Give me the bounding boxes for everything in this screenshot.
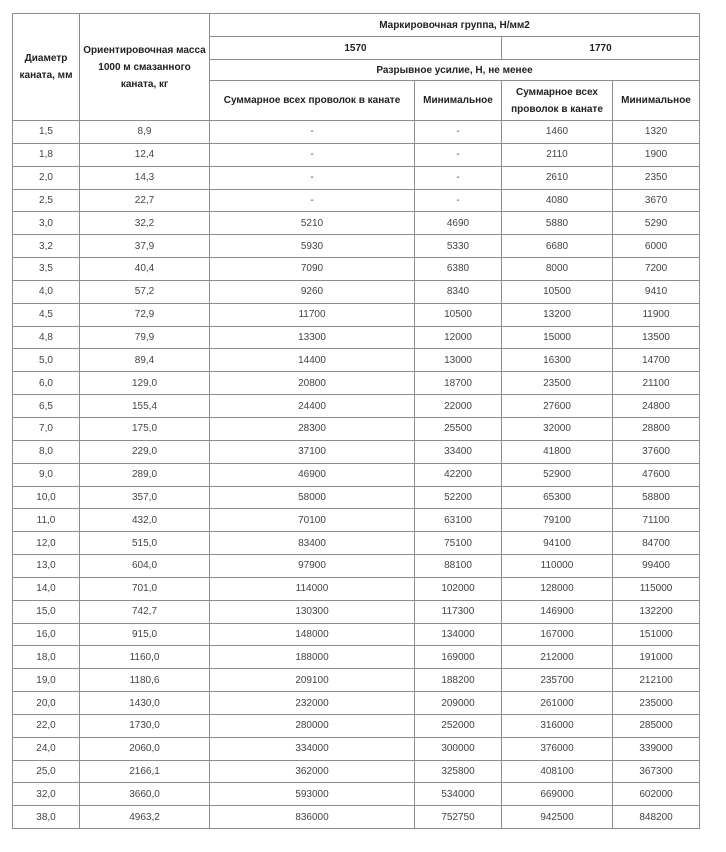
cell-sum-1770: 316000 [502,714,613,737]
cell-sum-1570: 362000 [210,760,415,783]
cell-diameter: 12,0 [13,532,80,555]
cell-sum-1770: 1460 [502,121,613,144]
cell-min-1770: 1320 [613,121,700,144]
cell-mass: 79,9 [80,326,210,349]
cell-sum-1770: 5880 [502,212,613,235]
cell-sum-1770: 52900 [502,463,613,486]
cell-min-1770: 3670 [613,189,700,212]
cell-min-1570: - [415,189,502,212]
header-min-1770: Минимальное [613,81,700,121]
cell-min-1770: 11900 [613,303,700,326]
cell-mass: 742,7 [80,600,210,623]
cell-mass: 155,4 [80,395,210,418]
cell-diameter: 10,0 [13,486,80,509]
table-row [13,532,700,555]
cell-min-1570: 6380 [415,258,502,281]
header-sum-wires-1770: Суммарное всех проволок в канате [502,81,613,121]
cell-sum-1770: 261000 [502,692,613,715]
cell-mass: 915,0 [80,623,210,646]
cell-min-1570: 12000 [415,326,502,349]
cell-min-1770: 367300 [613,760,700,783]
cell-min-1770: 99400 [613,555,700,578]
cell-min-1770: 21100 [613,372,700,395]
cell-min-1570: - [415,166,502,189]
table-row [13,212,700,235]
cell-sum-1770: 128000 [502,577,613,600]
cell-mass: 604,0 [80,555,210,578]
cell-min-1770: 7200 [613,258,700,281]
cell-diameter: 9,0 [13,463,80,486]
cell-diameter: 4,8 [13,326,80,349]
cell-min-1570: 209000 [415,692,502,715]
cell-min-1570: - [415,121,502,144]
cell-diameter: 1,5 [13,121,80,144]
cell-min-1570: 325800 [415,760,502,783]
cell-mass: 57,2 [80,280,210,303]
cell-diameter: 14,0 [13,577,80,600]
cell-min-1570: 22000 [415,395,502,418]
table-row [13,166,700,189]
cell-mass: 14,3 [80,166,210,189]
cell-min-1770: 848200 [613,806,700,829]
cell-sum-1770: 13200 [502,303,613,326]
cell-min-1770: 13500 [613,326,700,349]
cell-diameter: 15,0 [13,600,80,623]
cell-diameter: 6,0 [13,372,80,395]
cell-min-1770: 9410 [613,280,700,303]
table-row [13,258,700,281]
cell-sum-1570: - [210,121,415,144]
cell-diameter: 13,0 [13,555,80,578]
cell-min-1570: 252000 [415,714,502,737]
cell-min-1570: - [415,143,502,166]
cell-min-1770: 1900 [613,143,700,166]
cell-sum-1570: 24400 [210,395,415,418]
cell-mass: 432,0 [80,509,210,532]
cell-sum-1570: - [210,189,415,212]
cell-mass: 32,2 [80,212,210,235]
cell-diameter: 11,0 [13,509,80,532]
cell-diameter: 22,0 [13,714,80,737]
cell-mass: 1730,0 [80,714,210,737]
cell-sum-1770: 41800 [502,440,613,463]
cell-diameter: 2,5 [13,189,80,212]
cell-sum-1570: 5930 [210,235,415,258]
cell-min-1570: 169000 [415,646,502,669]
cell-diameter: 24,0 [13,737,80,760]
cell-mass: 22,7 [80,189,210,212]
cell-min-1770: 602000 [613,783,700,806]
cell-sum-1570: 148000 [210,623,415,646]
table-header [13,14,700,121]
cell-sum-1570: 114000 [210,577,415,600]
table-row [13,143,700,166]
cell-mass: 1430,0 [80,692,210,715]
cell-mass: 89,4 [80,349,210,372]
cell-sum-1570: 209100 [210,669,415,692]
cell-min-1570: 75100 [415,532,502,555]
table-row [13,440,700,463]
cell-min-1570: 25500 [415,417,502,440]
cell-sum-1570: - [210,143,415,166]
cell-sum-1570: 46900 [210,463,415,486]
cell-sum-1770: 32000 [502,417,613,440]
cell-sum-1770: 10500 [502,280,613,303]
cell-sum-1570: 14400 [210,349,415,372]
cell-sum-1570: 37100 [210,440,415,463]
cell-min-1770: 339000 [613,737,700,760]
header-grade-1570: 1570 [210,37,502,60]
cell-mass: 515,0 [80,532,210,555]
cell-sum-1770: 146900 [502,600,613,623]
cell-min-1770: 24800 [613,395,700,418]
cell-sum-1770: 6680 [502,235,613,258]
cell-diameter: 3,0 [13,212,80,235]
cell-min-1570: 117300 [415,600,502,623]
cell-min-1570: 4690 [415,212,502,235]
cell-min-1570: 18700 [415,372,502,395]
cell-mass: 72,9 [80,303,210,326]
cell-min-1570: 188200 [415,669,502,692]
cell-mass: 175,0 [80,417,210,440]
cell-sum-1770: 27600 [502,395,613,418]
cell-sum-1770: 16300 [502,349,613,372]
cell-min-1570: 300000 [415,737,502,760]
table-row [13,189,700,212]
table-row [13,349,700,372]
cell-diameter: 2,0 [13,166,80,189]
cell-diameter: 4,5 [13,303,80,326]
cell-diameter: 7,0 [13,417,80,440]
cell-sum-1770: 376000 [502,737,613,760]
table-row [13,806,700,829]
cell-sum-1770: 4080 [502,189,613,212]
table-row [13,417,700,440]
cell-diameter: 3,5 [13,258,80,281]
cell-sum-1570: 70100 [210,509,415,532]
cell-diameter: 38,0 [13,806,80,829]
table-row [13,395,700,418]
cell-sum-1570: 97900 [210,555,415,578]
cell-diameter: 19,0 [13,669,80,692]
cell-sum-1770: 235700 [502,669,613,692]
cell-sum-1770: 65300 [502,486,613,509]
cell-diameter: 1,8 [13,143,80,166]
table-row [13,760,700,783]
cell-min-1770: 37600 [613,440,700,463]
cell-sum-1770: 212000 [502,646,613,669]
cell-diameter: 8,0 [13,440,80,463]
table-row [13,737,700,760]
cell-min-1770: 151000 [613,623,700,646]
cell-sum-1570: 593000 [210,783,415,806]
cell-mass: 12,4 [80,143,210,166]
cell-diameter: 20,0 [13,692,80,715]
cell-sum-1770: 8000 [502,258,613,281]
cell-min-1570: 63100 [415,509,502,532]
header-marking-group: Маркировочная группа, Н/мм2 [210,14,700,37]
table-row [13,235,700,258]
cell-min-1770: 5290 [613,212,700,235]
table-row [13,280,700,303]
cell-min-1770: 285000 [613,714,700,737]
cell-sum-1770: 2110 [502,143,613,166]
cell-min-1770: 6000 [613,235,700,258]
cell-min-1770: 58800 [613,486,700,509]
table-body [13,121,700,829]
cell-sum-1570: 11700 [210,303,415,326]
table-row [13,600,700,623]
cell-sum-1770: 669000 [502,783,613,806]
cell-min-1570: 534000 [415,783,502,806]
cell-sum-1770: 110000 [502,555,613,578]
table-row [13,714,700,737]
table-row [13,692,700,715]
cell-mass: 701,0 [80,577,210,600]
cell-min-1770: 47600 [613,463,700,486]
cell-diameter: 3,2 [13,235,80,258]
table-row [13,372,700,395]
cell-mass: 289,0 [80,463,210,486]
table-row [13,623,700,646]
cell-min-1770: 84700 [613,532,700,555]
cell-sum-1570: 20800 [210,372,415,395]
cell-min-1770: 14700 [613,349,700,372]
cell-sum-1570: 232000 [210,692,415,715]
cell-sum-1770: 942500 [502,806,613,829]
cell-diameter: 4,0 [13,280,80,303]
table-container [12,13,700,829]
cell-sum-1570: 9260 [210,280,415,303]
cell-min-1570: 33400 [415,440,502,463]
cell-min-1770: 2350 [613,166,700,189]
cell-mass: 1160,0 [80,646,210,669]
table-row [13,646,700,669]
cell-mass: 8,9 [80,121,210,144]
cell-sum-1570: 5210 [210,212,415,235]
cell-diameter: 6,5 [13,395,80,418]
cell-mass: 2060,0 [80,737,210,760]
cell-sum-1570: 130300 [210,600,415,623]
cell-sum-1770: 23500 [502,372,613,395]
cell-sum-1770: 167000 [502,623,613,646]
cell-diameter: 32,0 [13,783,80,806]
cell-sum-1570: - [210,166,415,189]
cell-mass: 1180,6 [80,669,210,692]
cell-sum-1570: 334000 [210,737,415,760]
table-row [13,121,700,144]
table-row [13,509,700,532]
cell-min-1770: 235000 [613,692,700,715]
cell-mass: 3660,0 [80,783,210,806]
cell-min-1570: 134000 [415,623,502,646]
cell-mass: 357,0 [80,486,210,509]
cell-mass: 40,4 [80,258,210,281]
cell-diameter: 5,0 [13,349,80,372]
cell-min-1770: 28800 [613,417,700,440]
header-min-1570: Минимальное [415,81,502,121]
cell-min-1770: 71100 [613,509,700,532]
cell-min-1570: 88100 [415,555,502,578]
cell-min-1770: 191000 [613,646,700,669]
cell-sum-1570: 58000 [210,486,415,509]
cell-min-1770: 115000 [613,577,700,600]
table-row [13,783,700,806]
cell-min-1570: 13000 [415,349,502,372]
cell-min-1570: 42200 [415,463,502,486]
table-row [13,577,700,600]
cell-sum-1570: 7090 [210,258,415,281]
table-row [13,326,700,349]
cell-mass: 4963,2 [80,806,210,829]
cell-min-1570: 102000 [415,577,502,600]
cell-sum-1570: 13300 [210,326,415,349]
cell-sum-1570: 188000 [210,646,415,669]
cell-min-1770: 132200 [613,600,700,623]
cell-min-1570: 8340 [415,280,502,303]
cell-min-1570: 10500 [415,303,502,326]
cell-mass: 37,9 [80,235,210,258]
cell-sum-1770: 79100 [502,509,613,532]
cell-min-1770: 212100 [613,669,700,692]
cell-sum-1570: 28300 [210,417,415,440]
header-grade-1770: 1770 [502,37,700,60]
cell-sum-1570: 836000 [210,806,415,829]
table-row [13,669,700,692]
cell-sum-1570: 280000 [210,714,415,737]
header-breaking-force: Разрывное усилие, Н, не менее [210,60,700,81]
rope-spec-table [12,13,700,829]
cell-sum-1770: 15000 [502,326,613,349]
table-row [13,463,700,486]
cell-sum-1770: 408100 [502,760,613,783]
cell-sum-1570: 83400 [210,532,415,555]
table-row [13,303,700,326]
cell-min-1570: 5330 [415,235,502,258]
header-mass: Ориентировочная масса 1000 м смазанного каната, кг [80,14,210,121]
cell-sum-1770: 2610 [502,166,613,189]
cell-min-1570: 52200 [415,486,502,509]
header-diameter: Диаметр каната, мм [13,14,80,121]
cell-diameter: 18,0 [13,646,80,669]
table-row [13,555,700,578]
cell-sum-1770: 94100 [502,532,613,555]
cell-diameter: 25,0 [13,760,80,783]
table-row [13,486,700,509]
cell-mass: 2166,1 [80,760,210,783]
cell-min-1570: 752750 [415,806,502,829]
cell-mass: 129,0 [80,372,210,395]
header-sum-wires-1570: Суммарное всех проволок в канате [210,81,415,121]
cell-mass: 229,0 [80,440,210,463]
cell-diameter: 16,0 [13,623,80,646]
